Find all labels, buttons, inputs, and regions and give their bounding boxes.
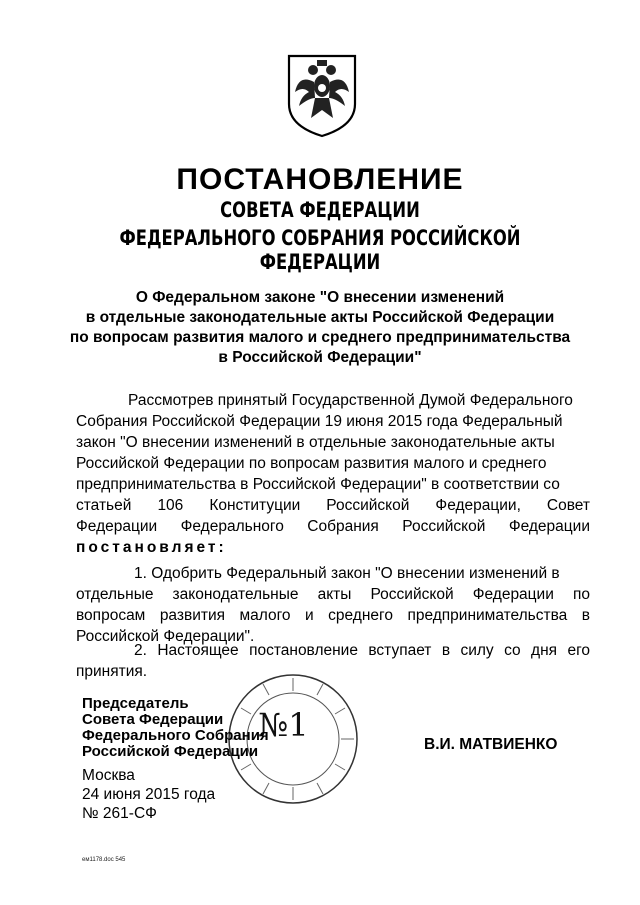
file-code: ем1178.doc 545	[82, 857, 126, 863]
paragraph-line: вопросам развития малого и среднего предпринимательства в	[76, 607, 590, 624]
stamp-number: №1	[258, 706, 309, 744]
document-subtitle-line1: СОВЕТА ФЕДЕРАЦИИ	[220, 198, 420, 222]
item-1-paragraph	[76, 563, 590, 647]
document-heading	[60, 288, 580, 368]
paragraph-line: принятия.	[76, 663, 148, 680]
signatory-name: В.И. МАТВИЕНКО	[424, 736, 558, 753]
heading-line: в Российской Федерации"	[218, 349, 422, 366]
preamble-paragraph	[76, 390, 590, 558]
signatory-line: Российской Федерации	[82, 743, 259, 760]
resolve-word: постановляет:	[76, 539, 227, 556]
paragraph-line: Российской Федерации".	[76, 628, 255, 645]
paragraph-line: закон "О внесении изменений в отдельные законодательные акты	[76, 434, 555, 451]
paragraph-line: 2. Настоящее постановление вступает в силу со дня его	[134, 642, 590, 659]
paragraph-line: Собрания Российской Федерации 19 июня 2015 года Федеральный	[76, 413, 563, 430]
paragraph-line: предпринимательства в Российской Федерации" в соответствии со	[76, 476, 560, 493]
paragraph-line: Российской Федерации по вопросам развития малого и среднего	[76, 455, 547, 472]
heading-line: О Федеральном законе "О внесении изменений	[135, 289, 505, 306]
paragraph-line: статьей 106 Конституции Российской Федерации, Совет	[76, 497, 590, 514]
signatory-line: Федерального Собрания	[82, 727, 269, 744]
signatory-position	[82, 696, 269, 760]
coat-of-arms-emblem	[283, 52, 361, 138]
document-subtitle-line2: ФЕДЕРАЛЬНОГО СОБРАНИЯ РОССИЙСКОЙ ФЕДЕРАЦИИ	[119, 226, 521, 274]
heading-line: в отдельные законодательные акты Российской Федерации	[85, 309, 555, 326]
document-title: ПОСТАНОВЛЕНИЕ	[176, 163, 464, 196]
signatory-line: Совета Федерации	[82, 711, 224, 728]
heading-line: по вопросам развития малого и среднего предпринимательства	[69, 329, 571, 346]
document-number: № 261-СФ	[82, 805, 157, 822]
document-date: 24 июня 2015 года	[82, 786, 216, 803]
paragraph-line: Рассмотрев принятый Государственной Думой Федерального	[128, 392, 573, 409]
city: Москва	[82, 767, 135, 784]
paragraph-line: отдельные законодательные акты Российской Федерации по	[76, 586, 590, 603]
signatory-line: Председатель	[82, 695, 189, 712]
document-footer	[82, 766, 215, 823]
paragraph-line: 1. Одобрить Федеральный закон "О внесении изменений в	[134, 565, 560, 582]
paragraph-line: Федерации Федерального Собрания Российской Федерации	[76, 518, 590, 535]
